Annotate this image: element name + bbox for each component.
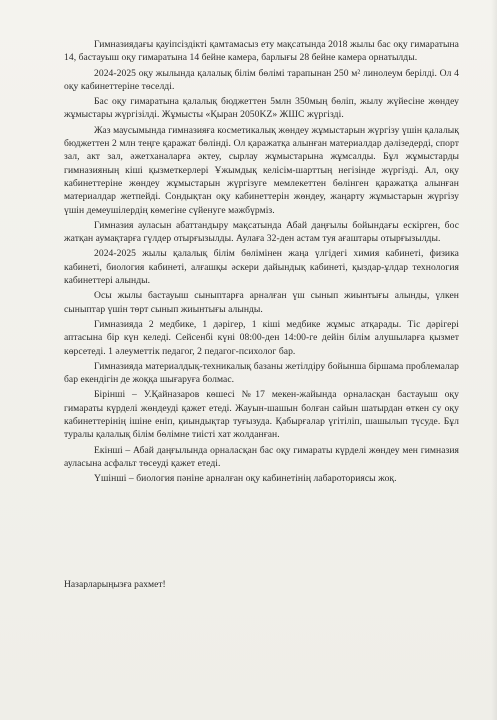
paragraph-heating-repair: Бас оқу гимаратына қалалық бюджеттен 5млн 350мың бөліп, жылу жүйесіне жөндеу жұмыстары жүргізілді. Жұмысты «Қыран 2050KZ» ЖШС жүргізді. xyxy=(64,96,459,121)
paragraph-medical-staff: Гимназияда 2 медбике, 1 дәрігер, 1 кіші медбике жұмыс атқарады. Тіс дәрігері аптасына бір күн келеді. Сейсенбі күні 08:00-ден 14:00-ге дейін білім алушыларға қызмет көрсетеді. 1 әлеуметтік педагог, 2 педагог-психолог бар. xyxy=(64,318,459,357)
paragraph-new-cabinets: 2024-2025 жылы қалалық білім бөлімінен жаңа үлгідегі химия кабинеті, физика кабинеті, биология кабинеті, алғашқы әскери дайындық кабинеті, қыздар-ұлдар технология кабинеттері алынды. xyxy=(64,248,459,287)
paragraph-landscaping: Гимназия ауласын абаттандыру мақсатында Абай даңғылы бойындағы ескірген, бос жатқан аумақтарға гүлдер отырғызылды. Аулаға 32-ден астам туя ағаштары отырғызылды. xyxy=(64,219,459,245)
paragraph-third-problem: Үшінші – биология пәніне арналған оқу кабинетінің лабароториясы жоқ. xyxy=(94,473,397,485)
paragraph-class-sets: Осы жылы бастауыш сыныптарға арналған үш сынып жиынтығы алынды, үлкен сыныптар үшін төрт сынып жиынтығы алынды. xyxy=(64,290,459,315)
document-body xyxy=(64,38,459,488)
paragraph-second-problem: Екінші – Абай даңғылында орналасқан бас оқу гимараты күрделі жөндеу мен гимназия ауласына асфальт төсеуді қажет етеді. xyxy=(64,444,459,469)
paragraph-first-problem: Бірінші – У.Қайназаров көшесі №17 мекен-жайында орналасқан бастауыш оқу гимараты күрделі жөндеуді қажет етеді. Жауын-шашын болған сайын шатырдан өткен су оқу кабинеттерінің ішіне еніп, қиындықтар туғызуда. Қабырғалар үгітіліп, шашылып түсуде. Бұл туралы қалалық білім бөлімне тиісті хат жолданған. xyxy=(64,389,459,441)
page-edge xyxy=(491,0,497,720)
paragraph-linoleum: 2024-2025 оқу жылында қалалық білім бөлімі тарапынан 250 м² линолеум берілді. Ол 4 оқу кабинеттеріне төселді. xyxy=(64,67,459,92)
paragraph-security-cameras: Гимназиядағы қауіпсіздікті қамтамасыз ету мақсатында 2018 жылы бас оқу гимаратына 14, бастауыш оқу гимаратына 14 бейне камера, барлығы 28 бейне камера орнатылды. xyxy=(64,39,459,64)
closing-line: Назарларыңызға рахмет! xyxy=(64,579,166,590)
paragraph-problems: Гимназияда материалдық-техникалық базаны жетілдіру бойынша біршама проблемалар бар екендігін де жоққа шығаруға болмас. xyxy=(64,360,459,386)
paragraph-cosmetic-repair: Жаз маусымында гимназияға косметикалық жөндеу жұмыстарын жүргізу үшін қалалық бюджеттен 2 млн теңге қаражат бөлінді. Ол қаражатқа алынған материалдар дәлізедерді, спорт зал, акт зал, әжетханаларға әктеу, сырлау жұмыстарына жұмсалды. Бұл жұмыстарды гимназияның кіші қызметкерлері Ұжымдық келісім-шарттың негізінде жүргізді. Ал, оқу кабинеттеріне жөндеу жұмыстарын жүргізуге мемлекеттен бөлінген қаражатқа алынған материалдар жетпейді. Сондықтан оқу кабинеттерін жөндеу, жаңарту жұмыстарын жүргізу үшін демеушілердің көмегіне сүйенуге мәжбүрміз. xyxy=(64,124,459,216)
